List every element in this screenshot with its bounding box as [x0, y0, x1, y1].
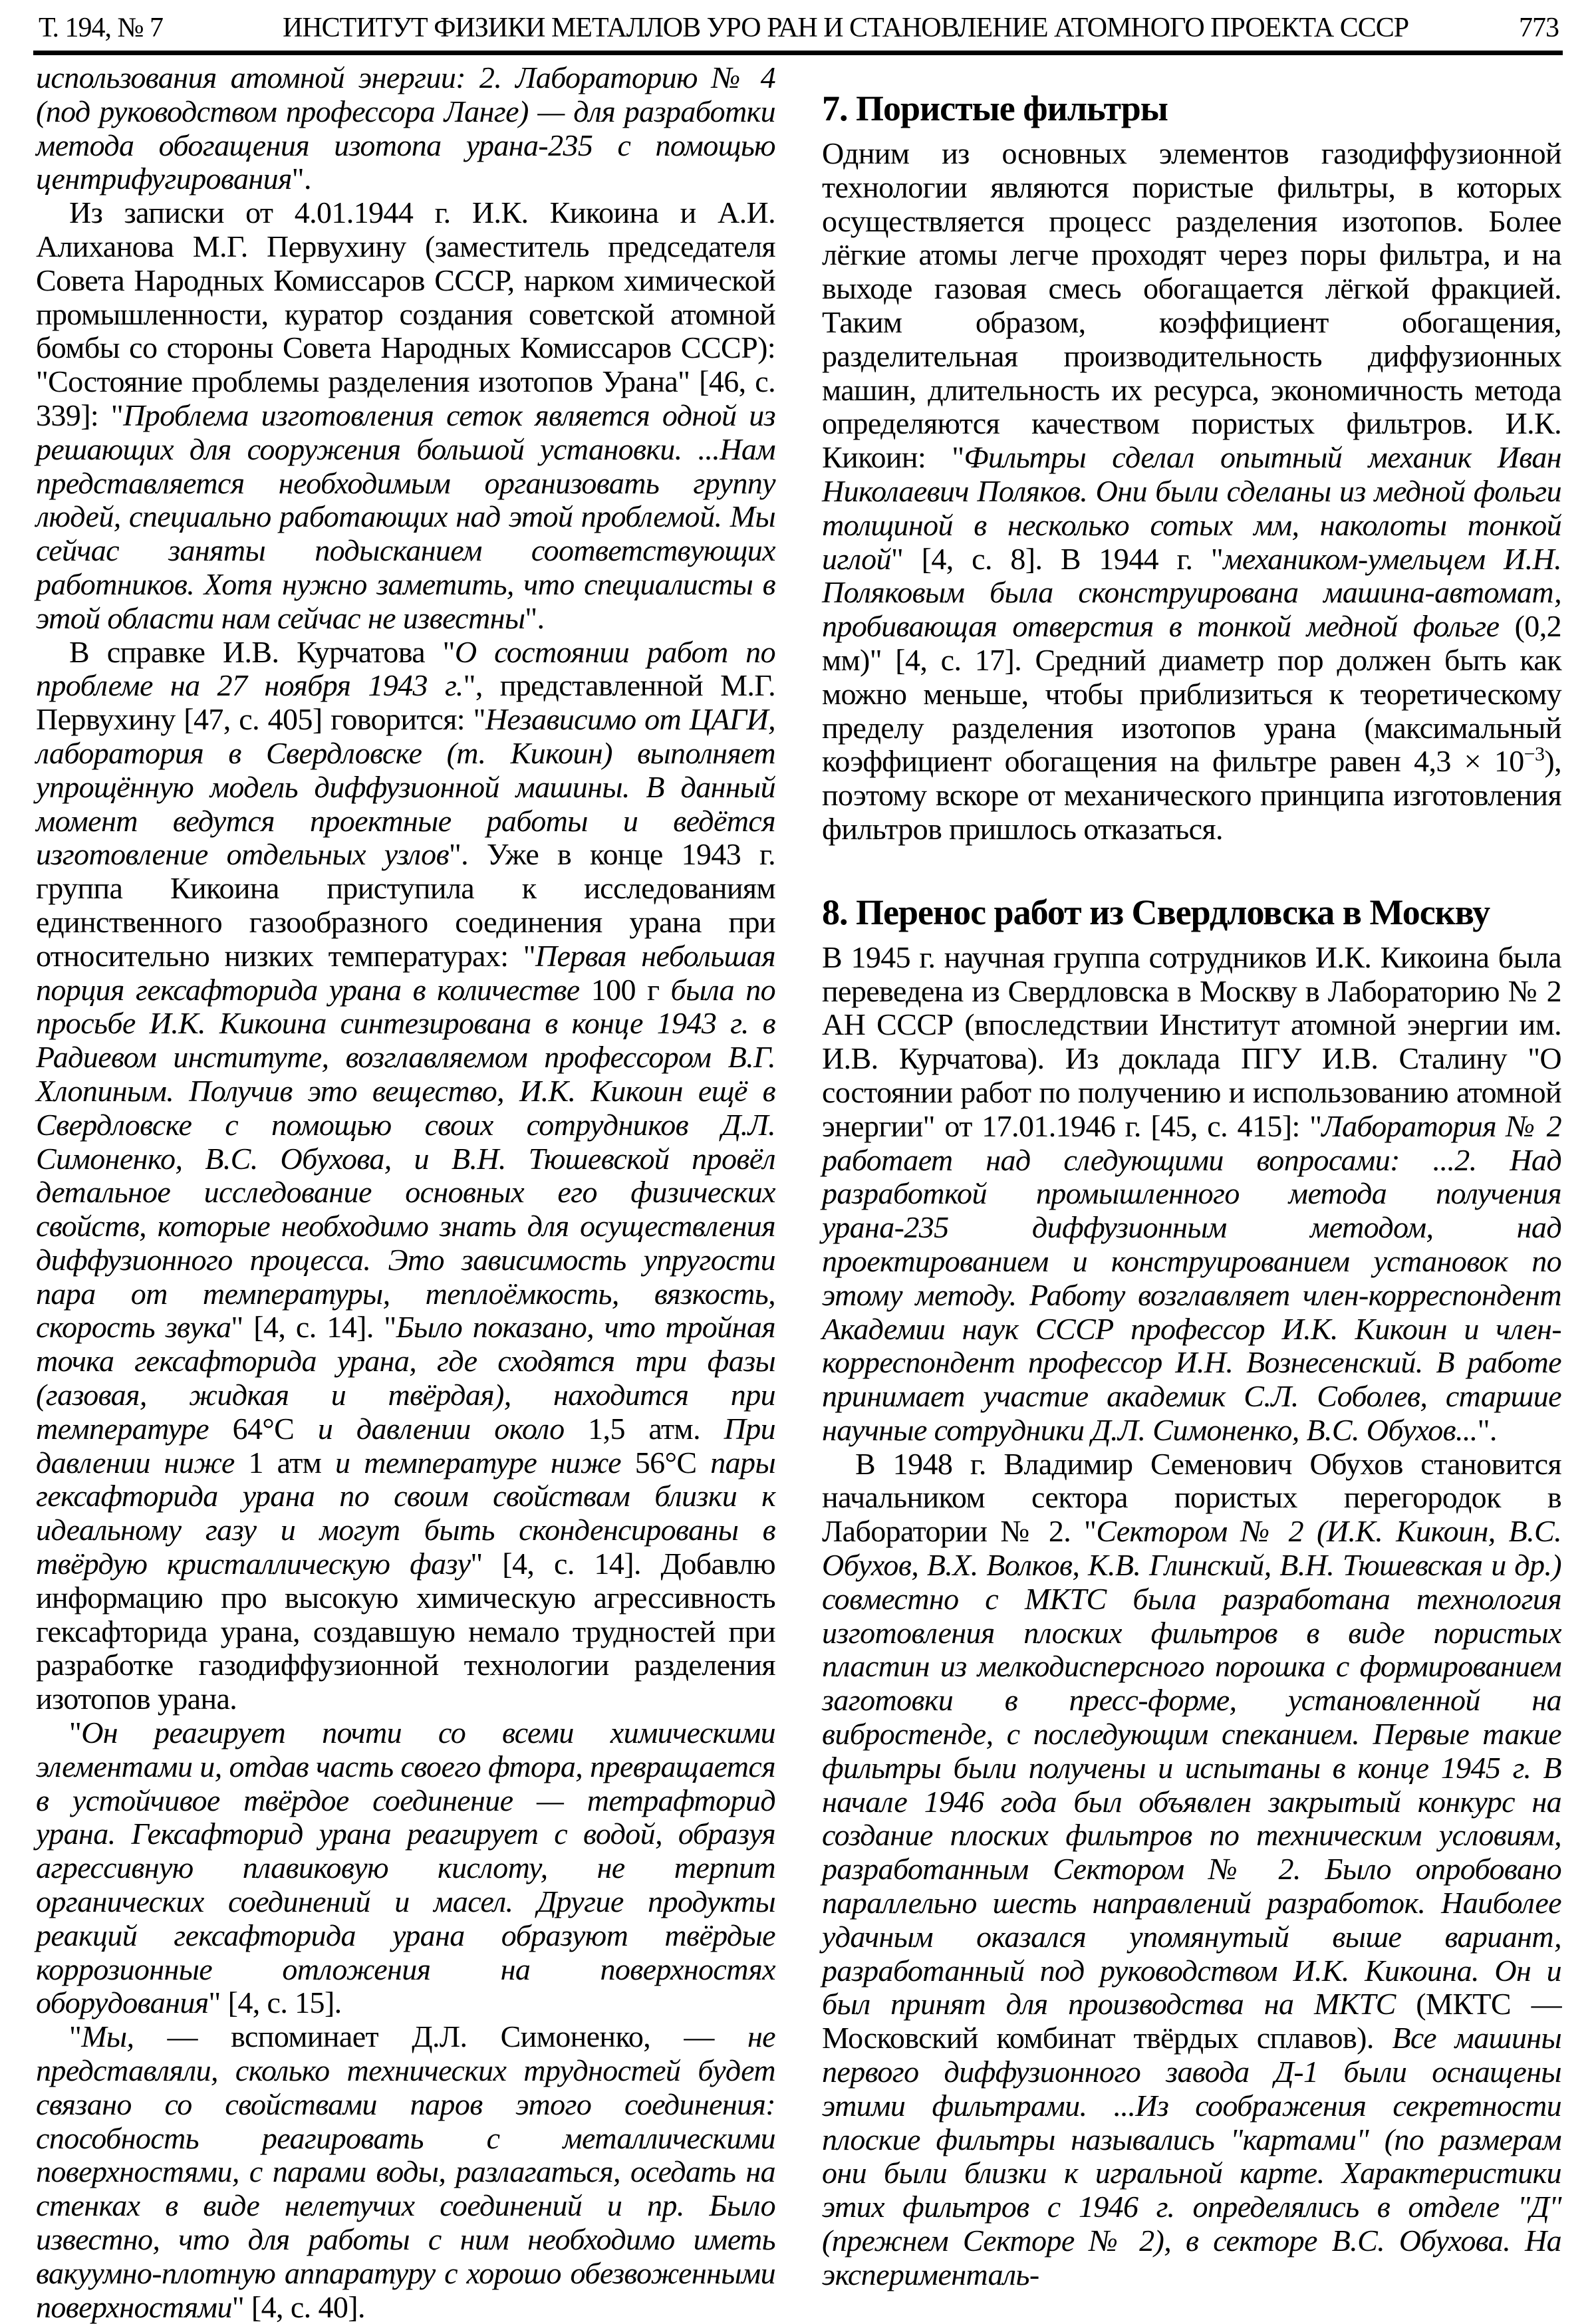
right-column	[822, 61, 1561, 2292]
text-run: В 1948 г. Владимир Семенович Обухов становится начальником сектора пористых перегородок в Лаборатории № 2. "	[822, 1446, 1561, 1549]
italic-quote-text: Независимо от ЦАГИ, лаборатория в Свердловске (т. Кикоин) выполняет упрощённую модель диффузионной машины. В данный момент ведутся проектные работы и ведётся изготовление отдельных узлов	[36, 702, 775, 872]
italic-quote-text: механиком-умельцем И.Н. Поляковым была сконструирована машина-автомат, пробивающая отверстия в тонкой медной фольге	[822, 541, 1561, 644]
text-run: ".	[525, 600, 545, 635]
text-run: "	[69, 1716, 82, 1750]
text-run: " [4, с. 40].	[231, 2289, 365, 2324]
text-run: " [4, с. 14]. Добавлю информацию про высокую химическую агрессивность гексафторида урана, создавшую немало трудностей при разработке газодиффузионной технологии разделения изотопов урана.	[36, 1547, 775, 1716]
italic-quote-text: О состоянии работ по проблеме на 27 ноября 1943 г.	[36, 634, 775, 703]
text-run: 8. Перенос работ из Свердловска в Москву	[822, 892, 1490, 932]
text-run: 1,5 атм.	[588, 1411, 700, 1446]
paragraph	[822, 941, 1561, 1448]
paragraph	[36, 196, 775, 635]
italic-quote-text: При давлении ниже	[36, 1411, 775, 1480]
text-run: В 1945 г. научная группа сотрудников И.К. Кикоина была переведена из Свердловска в Москву в Лабораторию № 2 АН СССР (впоследствии Институт атомной энергии им. И.В. Курчатова). Из доклада ПГУ И.В. Сталину "О состоянии работ по получению и использованию атомной энергии" от 17.01.1946 г. [45, с. 415]: "	[822, 940, 1561, 1143]
text-run: " [4, с. 8]. В 1944 г. "	[890, 541, 1224, 576]
text-run: 100 г	[591, 972, 660, 1007]
italic-quote-text: и давлении около	[294, 1411, 589, 1446]
text-run: — вспоминает Д.Л. Симоненко, —	[134, 2019, 747, 2054]
section-heading	[822, 892, 1561, 933]
italic-quote-text: не представляли, сколько технических трудностей будет связано со свойствами паров этого соединения: способность реагировать с металлическими поверхностями, с парами воды, разлагаться, оседать на стенках в виде нелетучих соединений и пр. Было известно, что для работы с ним необходимо иметь вакуумно-плотную аппаратуру с хорошо обезвоженными поверхностями	[36, 2019, 775, 2324]
italic-quote-text: Мы,	[81, 2019, 134, 2054]
text-run: ". Уже в конце 1943 г. группа Кикоина приступила к исследованиям единственного газообразного соединения урана при относительно низких температурах: "	[36, 837, 775, 973]
text-run: Одним из основных элементов газодиффузионной технологии являются пористые фильтры, в которых осуществляется процесс разделения изотопов. Более лёгкие атомы легче проходят через поры фильтра, и на выходе газовая смесь обогащается лёгкой фракцией. Таким образом, коэффициент обогащения, разделительная производительность диффузионных машин, длительность их ресурса, экономичность метода определяются качеством пористых фильтров. И.К. Кикоин: "	[822, 136, 1561, 475]
page-number: 773	[1519, 13, 1559, 43]
italic-quote-text: Лаборатория № 2 работает над следующими вопросами: ...2. Над разработкой промышленного метода получения урана-235 диффузионным методом, над проектированием и конструированием установок по этому методу. Работу возглавляет член-корреспондент Академии наук СССР профессор И.К. Кикоин и член-корреспондент профессор И.Н. Вознесенский. В работе принимает участие академик С.Л. Соболев, старшие научные сотрудники Д.Л. Симоненко, В.С. Обухов...	[822, 1108, 1561, 1447]
journal-volume: Т. 194, № 7	[39, 13, 164, 43]
section-heading	[822, 88, 1561, 129]
superscript: −3	[1524, 743, 1545, 766]
text-run: В справке И.В. Курчатова "	[69, 634, 455, 669]
text-run: ), поэтому вскоре от механического принципа изготовления фильтров пришлось отказаться.	[822, 744, 1561, 846]
running-header	[33, 12, 1563, 49]
italic-quote-text: была по просьбе И.К. Кикоина синтезирована в конце 1943 г. в Радиевом институте, возглавляемом профессором В.Г. Хлопиным. Получив это вещество, И.К. Кикоин ещё в Свердловске с помощью своих сотрудников Д.Л. Симоненко, В.С. Обухова, и В.Н. Тюшевской провёл детальное исследование основных его физических свойств, которые необходимо знать для осуществления диффузионного процесса. Это зависимость упругости пара от температуры, теплоёмкость, вязкость, скорость звука	[36, 972, 776, 1345]
header-rule	[33, 51, 1563, 55]
italic-quote-text: и температуре ниже	[321, 1445, 635, 1480]
italic-quote-text: пары гексафторида урана по своим свойствам близки к идеальному газу и могут быть сконденсированы в твёрдую кристаллическую фазу	[36, 1445, 775, 1581]
text-run: "	[69, 2019, 82, 2054]
text-run: " [4, с. 14]. "	[231, 1310, 396, 1345]
text-run: Из записки от 4.01.1944 г. И.К. Кикоина и А.И. Алиханова М.Г. Первухину (заместитель председателя Совета Народных Комиссаров СССР, нарком химической промышленности, куратор создания советской атомной бомбы со стороны Совета Народных Комиссаров СССР): "Состояние проблемы разделения изотопов Урана" [46, с. 339]: "	[36, 195, 775, 432]
text-run: 7. Пористые фильтры	[822, 88, 1168, 128]
italic-quote-text: Сектором № 2 (И.К. Кикоин, В.С. Обухов, В.Х. Волков, К.В. Глинский, В.Н. Тюшевская и др.) совместно с МКТС была разработана технология изготовления плоских фильтров в виде пористых пластин из мелкодисперсного порошка с формированием заготовки в пресс-форме, установленной на вибростенде, с последующим спеканием. Первые такие фильтры были получены и испытаны в конце 1945 г. В начале 1946 года был объявлен закрытый конкурс на создание плоских фильтров по техническим условиям, разработанным Сектором № 2. Было опробовано параллельно шесть направлений разработок. Наиболее удачным оказался упомянутый выше вариант, разработанный под руководством И.К. Кикоина. Он и был принят для производства на МКТС	[822, 1514, 1562, 2021]
paragraph	[36, 636, 775, 1717]
paragraph	[822, 1448, 1561, 2292]
paragraph	[36, 1716, 775, 2020]
text-run: 56°C	[634, 1445, 697, 1480]
text-run: (0,2 мм)" [4, с. 17]. Средний диаметр пор должен быть как можно меньше, чтобы приблизиться к теоретическому пределу разделения изотопов урана (максимальный коэффициент обогащения на фильтре равен 4,3 × 10	[822, 609, 1561, 779]
text-run: " [4, с. 15].	[208, 1986, 342, 2020]
paragraph	[822, 137, 1561, 846]
running-title: ИНСТИТУТ ФИЗИКИ МЕТАЛЛОВ УРО РАН И СТАНОВЛЕНИЕ АТОМНОГО ПРОЕКТА СССР	[283, 13, 1409, 43]
text-run: ".	[291, 162, 311, 196]
paragraph	[36, 61, 775, 196]
italic-quote-text: Все машины первого диффузионного завода Д-1 были оснащены этими фильтрами. ...Из соображения секретности плоские фильтры назывались "картами" (по размерам они были близки к игральной карте. Характеристики этих фильтров с 1946 г. определялись в отделе "Д" (прежнем Секторе № 2), в секторе В.С. Обухова. На эксперименталь-	[822, 2021, 1561, 2291]
text-run: 64°C	[232, 1411, 295, 1446]
text-run: (МКТС — Московский комбинат твёрдых сплавов).	[822, 1987, 1561, 2055]
italic-quote-text: использования атомной энергии: 2. Лабораторию № 4 (под руководством профессора Ланге) — для разработки метода обогащения изотопа урана-235 с помощью центрифугирования	[36, 61, 775, 196]
paragraph	[36, 2020, 775, 2324]
text-run: ".	[1477, 1412, 1497, 1447]
italic-quote-text: Проблема изготовления сеток является одной из решающих для сооружения большой установки. ...Нам представляется необходимым организовать группу людей, специально работающих над этой проблемой. Мы сейчас заняты подысканием соответствующих работников. Хотя нужно заметить, что специалисты в этой области нам сейчас не известны	[36, 398, 775, 635]
italic-quote-text: Он реагирует почти со всеми химическими элементами и, отдав часть своего фтора, превращается в устойчивое твёрдое соединение — тетрафторид урана. Гексафторид урана реагирует с водой, образуя агрессивную плавиковую кислоту, не терпит органических соединений и масел. Другие продукты реакций гексафторида урана образуют твёрдые коррозионные отложения на поверхностях оборудования	[36, 1716, 775, 2020]
left-column	[36, 61, 775, 2324]
italic-quote-text: Было показано, что тройная точка гексафторида урана, где сходятся три фазы (газовая, жидкая и твёрдая), находится при температуре	[36, 1310, 776, 1446]
italic-quote-text: Первая небольшая порция гексафторида урана в количестве	[36, 938, 775, 1007]
text-run: 1 атм	[248, 1445, 322, 1480]
italic-quote-text: Фильтры сделал опытный механик Иван Николаевич Поляков. Они были сделаны из медной фольги толщиной в несколько сотых мм, наколоты тонкой иглой	[822, 440, 1561, 576]
text-run: ", представленной М.Г. Первухину [47, с. 405] говорится: "	[36, 668, 775, 737]
